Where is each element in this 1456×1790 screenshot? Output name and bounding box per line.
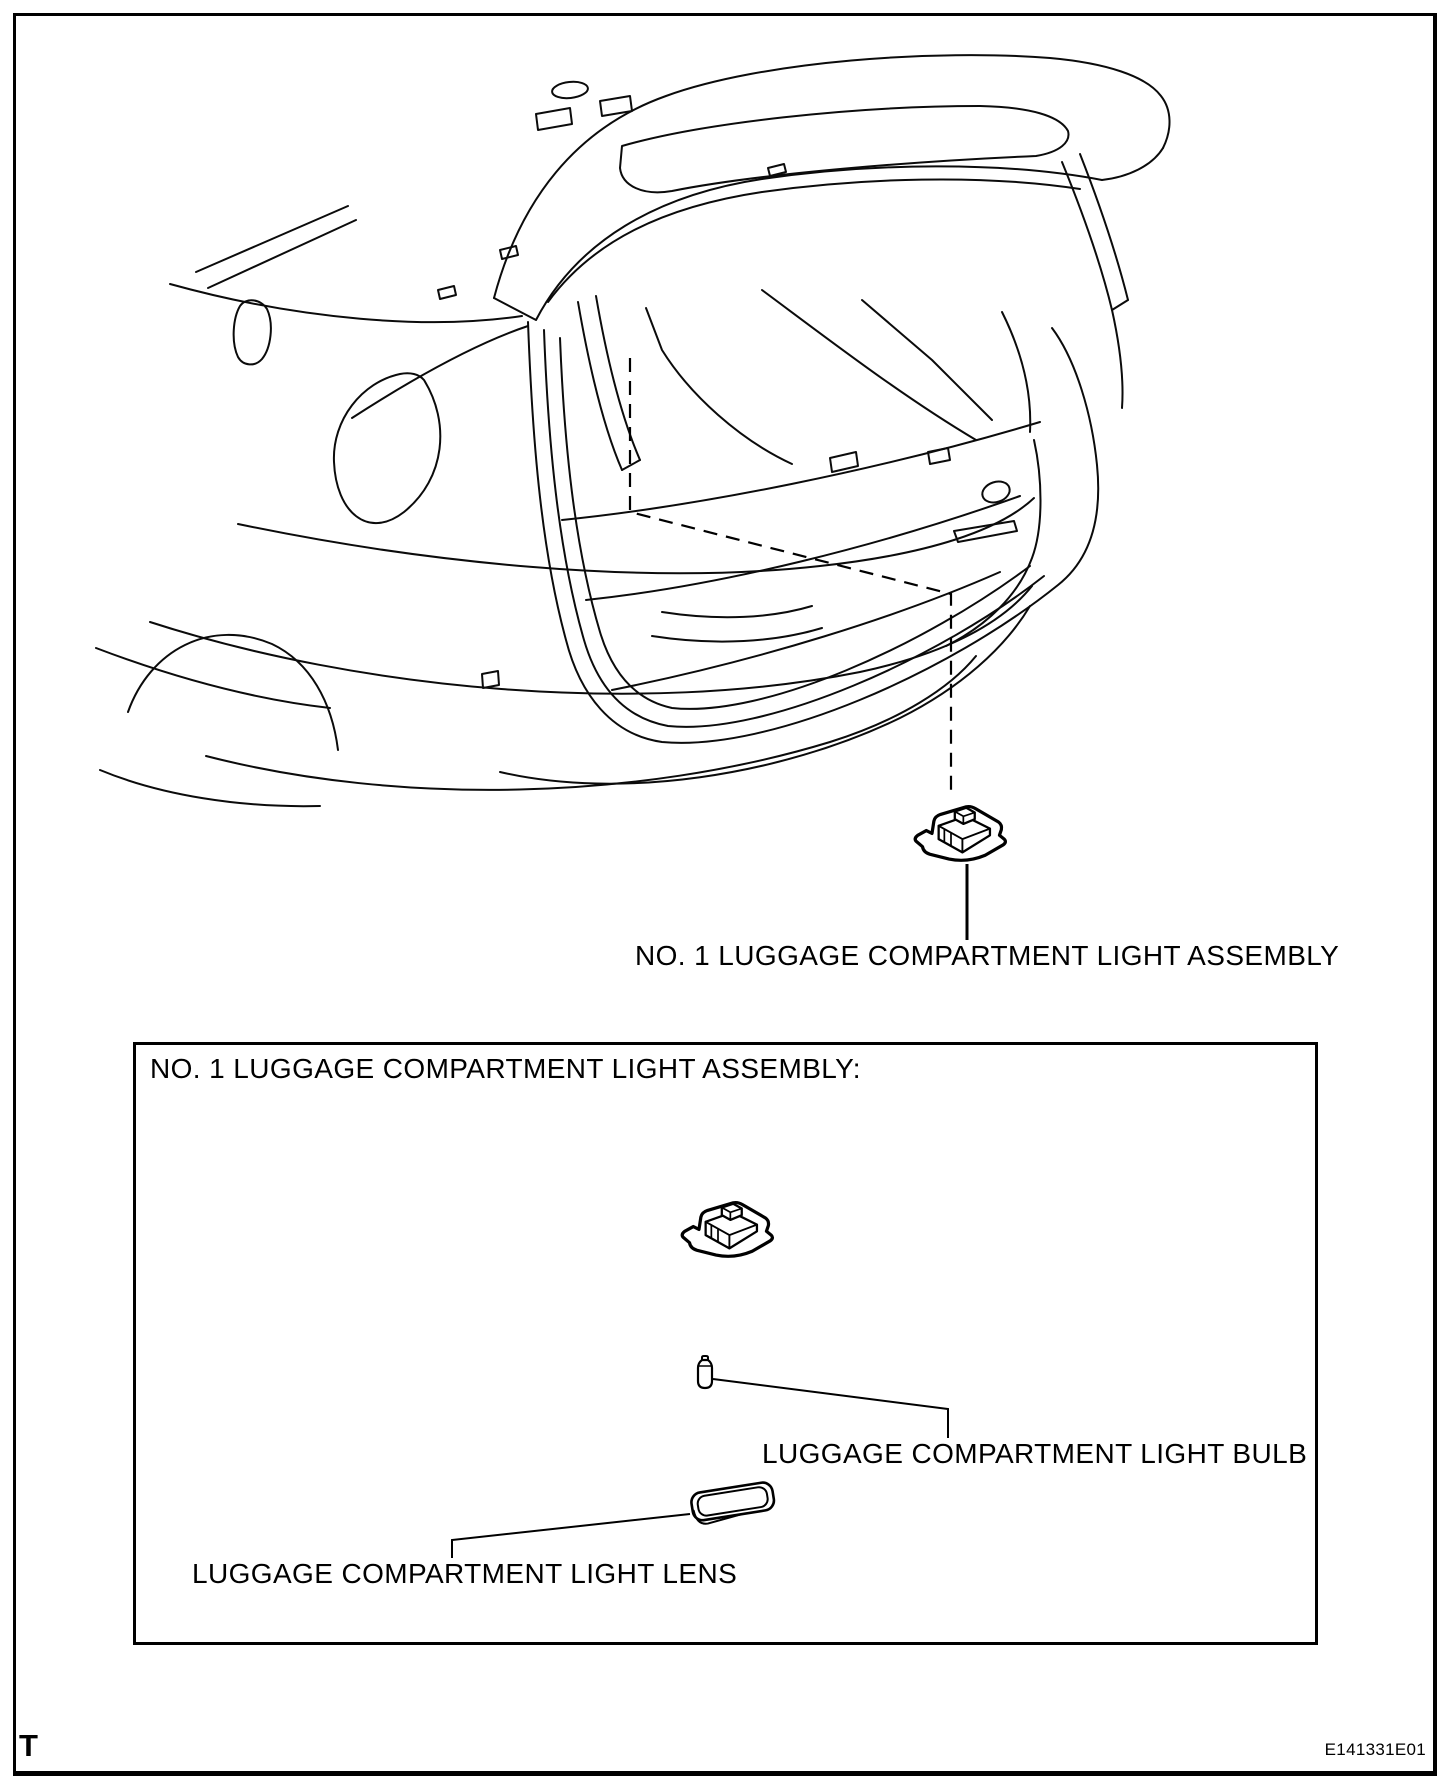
assembly-callout-label: NO. 1 LUGGAGE COMPARTMENT LIGHT ASSEMBLY [635,940,1340,971]
bulb-callout-label: LUGGAGE COMPARTMENT LIGHT BULB [762,1438,1308,1469]
lens-callout-label: LUGGAGE COMPARTMENT LIGHT LENS [192,1558,738,1589]
figure-id-code: E141331E01 [1324,1740,1426,1759]
detail-box-title: NO. 1 LUGGAGE COMPARTMENT LIGHT ASSEMBLY: [150,1053,861,1084]
light-assembly-icon [915,807,1005,861]
page-index-letter: T [19,1728,38,1763]
car-rear-open-trunk-illustration [96,55,1170,806]
detail-box [133,1042,1318,1645]
